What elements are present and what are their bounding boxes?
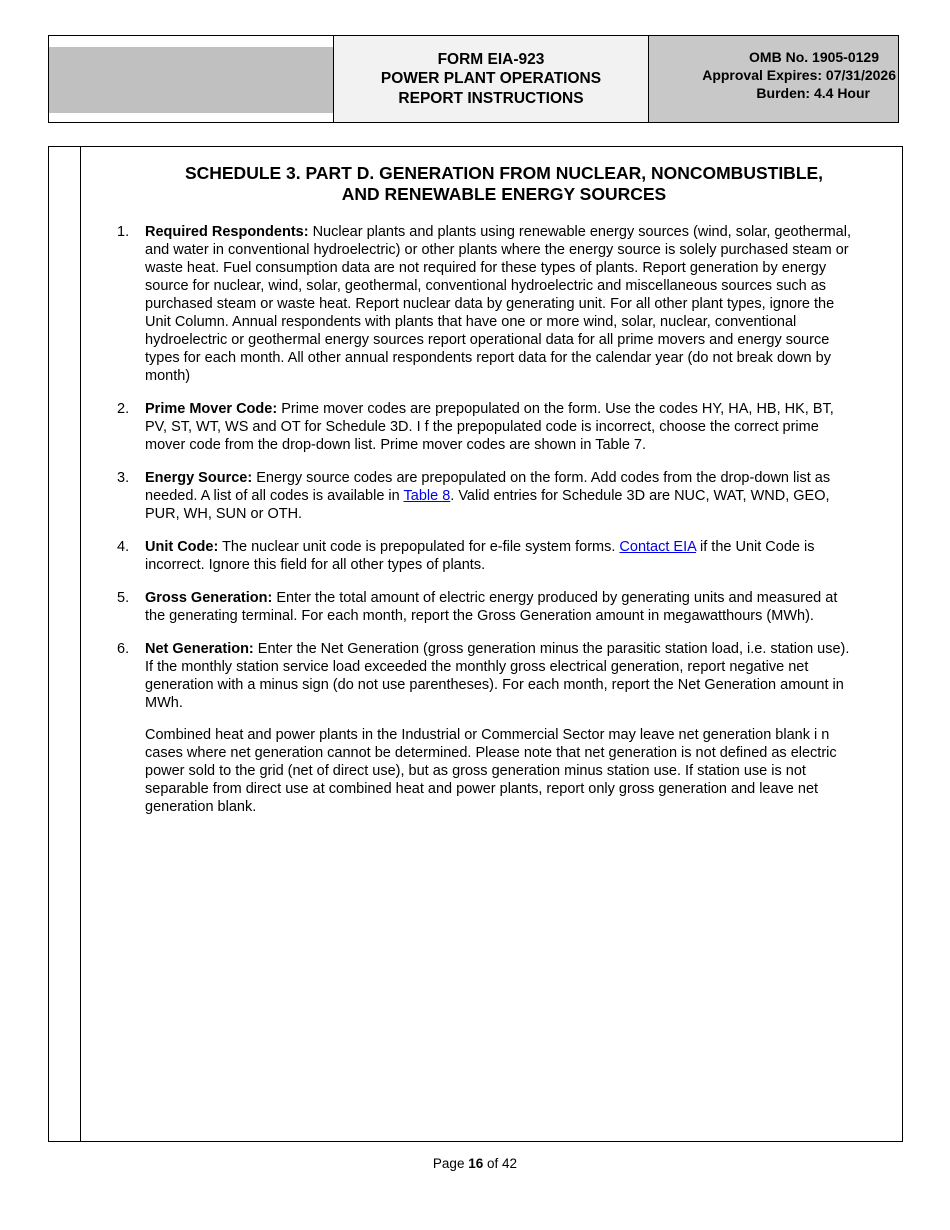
item-number: 5. xyxy=(117,590,130,606)
section-title-line-2: AND RENEWABLE ENERGY SOURCES xyxy=(341,184,667,204)
item-body xyxy=(145,223,859,385)
form-header xyxy=(48,35,899,123)
list-item-unit-code xyxy=(117,538,859,574)
header-gray-band xyxy=(49,47,333,113)
page-number: 16 xyxy=(468,1156,484,1171)
content-frame xyxy=(48,146,903,1142)
list-item-energy-source xyxy=(117,469,859,523)
item-text: Enter the total amount of electric energy produced by generating units and measured at the generating terminal. For each month, report the Gross Generation amount in megawatthours (MWh). xyxy=(145,590,838,624)
item-body xyxy=(145,400,859,454)
item-number: 1. xyxy=(117,224,130,240)
omb-number: OMB No. 1905-0129 xyxy=(749,49,879,65)
item-label: Required Respondents: xyxy=(145,224,309,240)
of-label: of xyxy=(487,1156,499,1171)
list-item-prime-mover-code xyxy=(117,400,859,454)
instruction-list xyxy=(117,223,859,816)
item-label: Unit Code: xyxy=(145,539,219,555)
item-text: Enter the Net Generation (gross generation minus the parasitic station load, i.e. station use). If the monthly station service load exceeded the monthly gross electrical generation, report negative net generation with a minus sign (do not use parentheses). For each month, report the Net Generation amount in MWh. xyxy=(145,641,850,711)
header-omb-block xyxy=(649,36,898,122)
list-item-required-respondents xyxy=(117,223,859,385)
header-logo-area xyxy=(49,36,334,122)
item-body xyxy=(145,538,859,574)
total-pages: 42 xyxy=(502,1156,518,1171)
item-label: Gross Generation: xyxy=(145,590,273,606)
item-label: Energy Source: xyxy=(145,470,253,486)
section-title-line-1: SCHEDULE 3. PART D. GENERATION FROM NUCLEAR, NONCOMBUSTIBLE, xyxy=(184,163,824,183)
item-number: 3. xyxy=(117,470,130,486)
item-text: Prime mover codes are prepopulated on the form. Use the codes HY, HA, HB, HK, BT, PV, ST, WT, WS and OT for Schedule 3D. I f the prepopulated code is incorrect, choose the correct prime mover code from the drop-down list. Prime mover codes are shown in Table 7. xyxy=(145,401,834,453)
burden-hours: Burden: 4.4 Hour xyxy=(756,85,870,101)
item-text-after: . Valid entries for Schedule 3D are NUC, WAT, WND, GEO, PUR, WH, SUN or OTH. xyxy=(145,488,830,522)
form-subtitle: POWER PLANT OPERATIONS xyxy=(380,70,602,88)
section-title xyxy=(139,163,869,205)
item-number: 2. xyxy=(117,401,130,417)
table-8-link[interactable]: Table 8 xyxy=(403,488,451,504)
chp-paragraph: Combined heat and power plants in the Industrial or Commercial Sector may leave net generation blank i n cases where net generation cannot be determined. Please note that net generation is not defined as electric power sold to the grid (net of direct use), but as gross generation minus station use. If station use is not separable from direct use at combined heat and power plants, report only gross generation and leave net generation blank. xyxy=(145,727,837,815)
item-body xyxy=(145,589,859,625)
item-number: 4. xyxy=(117,539,130,555)
header-title-block xyxy=(334,36,649,122)
item-text: Energy source codes are prepopulated on the form. Add codes from the drop-down list as needed. A list of all codes is available in xyxy=(145,470,831,504)
list-item-gross-generation xyxy=(117,589,859,625)
item-label: Prime Mover Code: xyxy=(145,401,278,417)
page-footer xyxy=(0,1156,950,1171)
item-number: 6. xyxy=(117,641,130,657)
approval-expires: Approval Expires: 07/31/2026 xyxy=(702,67,896,83)
item-text: The nuclear unit code is prepopulated for e-file system forms. xyxy=(222,539,616,555)
item-body xyxy=(145,640,859,712)
page-label: Page xyxy=(432,1156,465,1171)
item-text-after: if the Unit Code is incorrect. Ignore this field for all other types of plants. xyxy=(145,539,815,573)
item-text: Nuclear plants and plants using renewable energy sources (wind, solar, geothermal, and water in conventional hydroelectric) or other plants where the energy source is solely purchased steam or waste heat. Fuel consumption data are not required for these types of plants. Report generation by energy source for nuclear, wind, solar, geothermal, conventional hydroelectric and miscellaneous sources such as purchased steam or waste heat. Report nuclear data by generating unit. For all other plant types, ignore the Unit Column. Annual respondents with plants that have one or more wind, solar, nuclear, conventional hydroelectric or geothermal energy sources report operational data for all prime movers and energy source types for each month. All other annual respondents report data for the calendar year (do not break down by month) xyxy=(145,224,851,384)
item-label: Net Generation: xyxy=(145,641,254,657)
item-body xyxy=(145,469,859,523)
form-title: FORM EIA-923 xyxy=(437,50,545,68)
list-item-net-generation xyxy=(117,640,859,712)
left-gutter-rule xyxy=(80,147,81,1141)
contact-eia-link[interactable]: Contact EIA xyxy=(619,539,696,555)
form-subtitle-2: REPORT INSTRUCTIONS xyxy=(398,89,584,107)
